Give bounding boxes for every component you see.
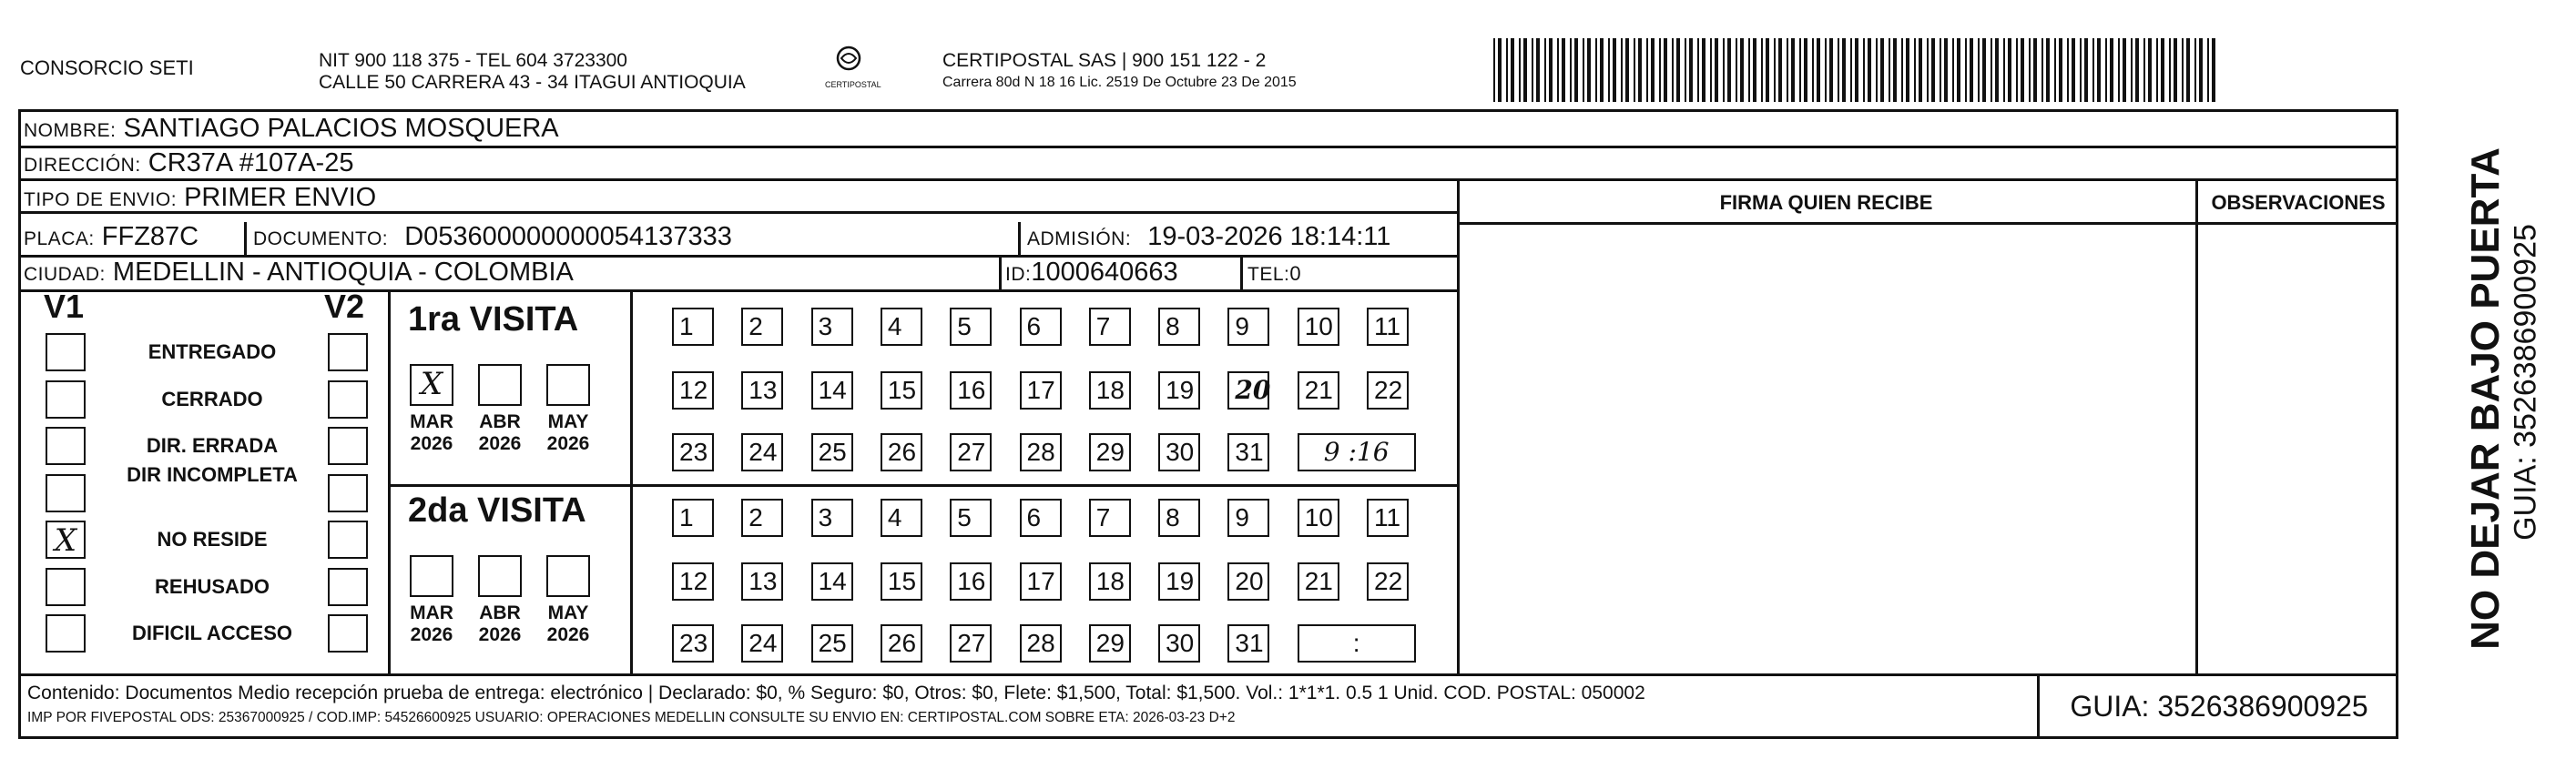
barcode-bar [1532,38,1533,102]
status-label: DIR INCOMPLETA [127,462,298,486]
barcode-bar [2182,38,2184,102]
status-label: REHUSADO [155,574,270,598]
day-box[interactable]: 30 [1158,433,1200,471]
barcode-bar [2084,38,2088,102]
nit-line: NIT 900 118 375 - TEL 604 3723300 [319,50,627,71]
day-box[interactable]: 6 [1020,308,1062,346]
day-box[interactable]: 28 [1020,433,1062,471]
month-label: ABR [479,411,521,432]
barcode-bar [1646,38,1648,102]
barcode-bar [1583,38,1584,102]
barcode-bar [1919,38,1922,102]
v1-checkbox[interactable] [46,380,86,419]
day-box[interactable]: 26 [881,433,922,471]
barcode-bar [1723,38,1725,102]
day-box[interactable]: 15 [881,562,922,601]
v1-checkbox[interactable]: X [46,521,86,559]
barcode-bar [2143,38,2145,102]
barcode-bar [2118,38,2120,102]
day-box[interactable]: 15 [881,371,922,410]
direccion-field: DIRECCIÓN: CR37A #107A-25 [24,148,354,177]
day-box[interactable]: 3 [811,308,853,346]
day-box[interactable]: 10 [1298,308,1339,346]
barcode-bar [2156,38,2158,102]
barcode-bar [1493,38,1495,102]
certipostal-line: CERTIPOSTAL SAS | 900 151 122 - 2 [942,50,1267,71]
day-box[interactable]: 17 [1020,562,1062,601]
barcode-bar [2072,38,2075,102]
barcode-bar [1557,38,1559,102]
barcode-bar [1952,38,1954,102]
day-box[interactable]: 21 [1298,562,1339,601]
ciudad-field: CIUDAD: MEDELLIN - ANTIOQUIA - COLOMBIA [24,258,574,287]
barcode-bar [2212,38,2215,102]
visit2-title: 2da VISITA [408,491,586,530]
barcode-bar [1685,38,1686,102]
barcode-bar [1715,38,1718,102]
day-box[interactable]: 14 [811,562,853,601]
day-box[interactable]: 30 [1158,624,1200,663]
barcode-bar [1710,38,1712,102]
barcode-bar [1817,38,1820,102]
barcode-bar [1838,38,1839,102]
barcode-bar [1651,38,1655,102]
day-box[interactable]: 29 [1089,433,1131,471]
barcode-bar [2131,38,2133,102]
time-box[interactable]: 9 :16 [1298,433,1416,471]
day-box[interactable]: 18 [1089,562,1131,601]
day-box[interactable]: 25 [811,624,853,663]
barcode-bar [1562,38,1565,102]
tipo-envio-value: PRIMER ENVIO [184,183,377,212]
barcode-bar [1664,38,1667,102]
barcode-bar [1697,38,1699,102]
barcode-bar [1613,38,1616,102]
barcode-bar [2046,38,2050,102]
barcode-bar [2110,38,2113,102]
day-box[interactable]: 26 [881,624,922,663]
barcode-bar [2123,38,2126,102]
barcode-bar [1842,38,1846,102]
v1-header: V1 [44,288,85,325]
month-checkbox[interactable] [546,555,590,597]
day-box[interactable]: 22 [1367,562,1409,601]
day-box[interactable]: 2 [741,308,783,346]
day-box[interactable]: 29 [1089,624,1131,663]
footer-contenido: Contenido: Documentos Medio recepción prueba de entrega: electrónico | Declarado: $0, % Seguro: $0, Otros: $0, Flete: $1,500, Total: $1,500. Vol.: 1*1*1. 0.5 1 Unid. COD. POSTAL: 050002 [27,683,1645,703]
day-box[interactable]: 27 [950,624,992,663]
barcode-bar [1965,38,1967,102]
v2-checkbox[interactable] [328,614,368,653]
barcode-bar [1702,38,1705,102]
month-label: MAR [410,411,453,432]
license-line: Carrera 80d N 18 16 Lic. 2519 De Octubre 23 De 2015 [942,75,1297,90]
tel-field: TEL:0 [1247,262,1301,285]
barcode-bar [1978,38,1980,102]
id-value: 1000640663 [1031,258,1178,287]
day-box[interactable]: 4 [881,308,922,346]
status-label: DIR. ERRADA [146,434,279,457]
direccion-value: CR37A #107A-25 [148,148,354,177]
v2-header: V2 [324,288,365,325]
day-box[interactable]: 13 [741,562,783,601]
barcode-bar [1506,38,1508,102]
barcode-bar [1931,38,1935,102]
day-box[interactable]: 20 [1227,562,1269,601]
barcode-bar [2003,38,2005,102]
barcode-bar [2059,38,2062,102]
v2-checkbox[interactable] [328,427,368,465]
barcode-bar [1791,38,1795,102]
v1-checkbox[interactable] [46,333,86,371]
barcode-bar [2029,38,2031,102]
placa-value: FFZ87C [101,222,199,251]
day-box[interactable]: 16 [950,562,992,601]
barcode-bar [1855,38,1858,102]
tipo-envio-field: TIPO DE ENVIO: PRIMER ENVIO [24,183,377,212]
day-box[interactable]: 6 [1020,499,1062,537]
barcode-bar [1587,38,1591,102]
v2-checkbox[interactable] [328,474,368,512]
barcode-bar [1766,38,1769,102]
barcode-bar [1621,38,1623,102]
month-year: 2026 [410,433,453,454]
barcode-bar [1600,38,1604,102]
footer-imp: IMP POR FIVEPOSTAL ODS: 25367000925 / COD.IMP: 54526600925 USUARIO: OPERACIONES MEDELLIN CONSULTE SU ENVIO EN: CERTIPOSTAL.COM SOBRE ETA: 2026-03-23 D+2 [27,710,1236,725]
barcode-bar [2135,38,2139,102]
barcode-bar [1868,38,1871,102]
barcode-bar [1914,38,1916,102]
day-box[interactable]: 7 [1089,308,1131,346]
month-checkbox[interactable] [546,364,590,406]
barcode-bar [1753,38,1756,102]
day-box[interactable]: 17 [1020,371,1062,410]
day-box[interactable]: 20 [1227,371,1269,410]
v1-checkbox[interactable] [46,614,86,653]
placa-field: PLACA: FFZ87C [24,222,199,251]
barcode-bar [2092,38,2094,102]
day-box[interactable]: 12 [672,371,714,410]
day-box[interactable]: 18 [1089,371,1131,410]
barcode-bar [1927,38,1929,102]
firma-area[interactable] [1461,226,2193,672]
month-label: MAY [547,602,589,623]
day-box[interactable]: 5 [950,499,992,537]
v1-checkbox[interactable] [46,568,86,606]
v1-checkbox[interactable] [46,474,86,512]
logo-text: CERTIPOSTAL [825,80,881,89]
nombre-value: SANTIAGO PALACIOS MOSQUERA [123,114,559,143]
month-year: 2026 [546,433,590,454]
barcode-bar [1570,38,1572,102]
day-box[interactable]: 19 [1158,371,1200,410]
barcode-bar [1519,38,1521,102]
barcode-bar [1991,38,1992,102]
firma-header: FIRMA QUIEN RECIBE [1719,191,1933,214]
barcode-bar [1549,38,1553,102]
barcode-bar [1736,38,1737,102]
barcode-bar [1689,38,1693,102]
month-label: MAR [410,602,453,623]
barcode-bar [1638,38,1642,102]
status-label: NO RESIDE [157,528,268,551]
barcode [1493,38,2222,102]
day-box[interactable]: 9 [1227,499,1269,537]
status-label: DIFICIL ACCESO [131,622,292,644]
barcode-bar [1787,38,1788,102]
barcode-bar [1536,38,1540,102]
status-label: CERRADO [161,387,263,410]
month-year: 2026 [478,433,522,454]
day-box[interactable]: 12 [672,562,714,601]
day-box[interactable]: 24 [741,624,783,663]
ciudad-value: MEDELLIN - ANTIOQUIA - COLOMBIA [112,258,574,287]
day-box[interactable]: 27 [950,433,992,471]
day-box[interactable]: 23 [672,433,714,471]
barcode-bar [2033,38,2037,102]
barcode-bar [1940,38,1941,102]
footer-guia: GUIA: 3526386900925 [2070,690,2368,723]
barcode-bar [1906,38,1909,102]
barcode-bar [1957,38,1960,102]
day-box[interactable]: 25 [811,433,853,471]
barcode-bar [1901,38,1903,102]
barcode-bar [1778,38,1782,102]
month-checkbox[interactable]: X [410,364,453,406]
barcode-bar [2161,38,2164,102]
documento-field: DOCUMENTO: D053600000000054137333 [253,222,732,251]
barcode-bar [2174,38,2177,102]
barcode-bar [1511,38,1514,102]
side-guia: GUIA: 3526386900925 [2508,224,2543,541]
documento-value: D053600000000054137333 [404,222,732,251]
barcode-bar [1659,38,1661,102]
barcode-bar [2041,38,2043,102]
day-box[interactable]: 19 [1158,562,1200,601]
barcode-bar [1498,38,1502,102]
barcode-bar [1880,38,1884,102]
barcode-bar [1672,38,1674,102]
month-year: 2026 [546,624,590,645]
day-box[interactable]: 11 [1367,499,1409,537]
month-year: 2026 [410,624,453,645]
barcode-bar [2194,38,2196,102]
barcode-bar [2054,38,2056,102]
barcode-bar [1944,38,1948,102]
barcode-bar [2207,38,2209,102]
barcode-bar [1748,38,1750,102]
month-checkbox[interactable] [478,555,522,597]
barcode-bar [1625,38,1629,102]
company-name: CONSORCIO SETI [20,56,194,79]
visit1-title: 1ra VISITA [408,300,579,339]
barcode-bar [1982,38,1986,102]
barcode-bar [1825,38,1827,102]
admision-value: 19-03-2026 18:14:11 [1147,222,1391,251]
barcode-bar [1595,38,1597,102]
day-box[interactable]: 3 [811,499,853,537]
day-box[interactable]: 4 [881,499,922,537]
day-box[interactable]: 1 [672,308,714,346]
address-line: CALLE 50 CARRERA 43 - 34 ITAGUI ANTIOQUIA [319,72,746,93]
barcode-bar [1608,38,1610,102]
day-box[interactable]: 7 [1089,499,1131,537]
v2-checkbox[interactable] [328,333,368,371]
admision-field: ADMISIÓN: 19-03-2026 18:14:11 [1027,222,1391,251]
day-box[interactable]: 16 [950,371,992,410]
barcode-bar [1850,38,1852,102]
day-box[interactable]: 22 [1367,371,1409,410]
barcode-bar [1676,38,1680,102]
barcode-bar [1523,38,1527,102]
barcode-bar [1634,38,1635,102]
day-box[interactable]: 13 [741,371,783,410]
observaciones-header: OBSERVACIONES [2211,191,2386,214]
day-box[interactable]: 31 [1227,433,1269,471]
month-checkbox[interactable] [478,364,522,406]
barcode-bar [1829,38,1833,102]
barcode-bar [1574,38,1578,102]
time-box[interactable]: : [1298,624,1416,663]
day-box[interactable]: 5 [950,308,992,346]
barcode-bar [1889,38,1890,102]
day-box[interactable]: 31 [1227,624,1269,663]
day-box[interactable]: 11 [1367,308,1409,346]
barcode-bar [2008,38,2011,102]
day-box[interactable]: 28 [1020,624,1062,663]
month-year: 2026 [478,624,522,645]
side-warning: NO DEJAR BAJO PUERTA [2463,147,2508,650]
barcode-bar [1893,38,1897,102]
certipostal-logo [830,46,867,78]
tel-value: 0 [1289,262,1301,285]
barcode-bar [2016,38,2018,102]
v1-checkbox[interactable] [46,427,86,465]
barcode-bar [2097,38,2101,102]
status-label: ENTREGADO [148,340,277,363]
barcode-bar [1544,38,1546,102]
nombre-field: NOMBRE: SANTIAGO PALACIOS MOSQUERA [24,114,559,143]
barcode-bar [1812,38,1814,102]
barcode-bar [2080,38,2082,102]
barcode-bar [1740,38,1744,102]
day-box[interactable]: 23 [672,624,714,663]
day-box[interactable]: 21 [1298,371,1339,410]
day-box[interactable]: 9 [1227,308,1269,346]
v2-checkbox[interactable] [328,521,368,559]
barcode-bar [1761,38,1763,102]
day-box[interactable]: 24 [741,433,783,471]
month-label: MAY [547,411,589,432]
side-warning-area [2459,146,2513,652]
barcode-bar [1970,38,1973,102]
day-box[interactable]: 2 [741,499,783,537]
day-box[interactable]: 8 [1158,308,1200,346]
day-box[interactable]: 14 [811,371,853,410]
observaciones-area[interactable] [2199,226,2396,672]
id-field: ID:1000640663 [1005,258,1178,287]
day-box[interactable]: 8 [1158,499,1200,537]
month-checkbox[interactable] [410,555,453,597]
barcode-bar [1799,38,1801,102]
barcode-bar [2067,38,2069,102]
month-label: ABR [479,602,521,623]
barcode-bar [1774,38,1776,102]
barcode-bar [2169,38,2171,102]
barcode-bar [2186,38,2190,102]
v2-checkbox[interactable] [328,380,368,419]
barcode-bar [1863,38,1865,102]
barcode-bar [2148,38,2152,102]
day-box[interactable]: 1 [672,499,714,537]
barcode-bar [1995,38,1999,102]
day-box[interactable]: 10 [1298,499,1339,537]
barcode-bar [1876,38,1878,102]
barcode-bar [2199,38,2203,102]
barcode-bar [1804,38,1807,102]
side-guia-area [2506,146,2551,652]
v2-checkbox[interactable] [328,568,368,606]
barcode-bar [2021,38,2024,102]
barcode-bar [1727,38,1731,102]
barcode-bar [2105,38,2107,102]
